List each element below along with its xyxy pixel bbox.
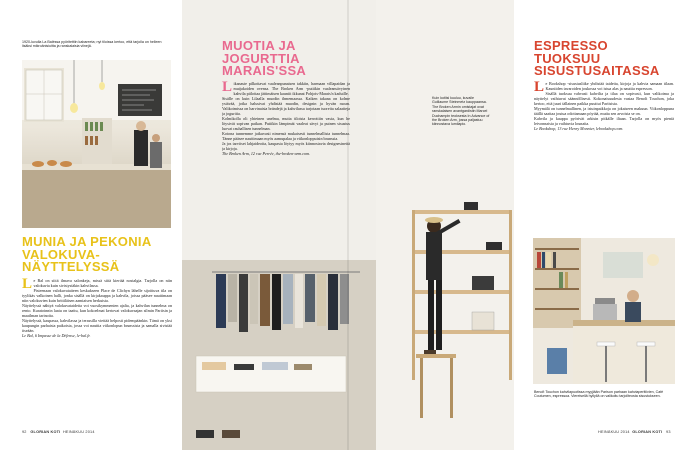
bookshop-cafe-photo — [533, 238, 675, 384]
section1-paragraph-3: Näyttelyssä nähtyä valokuvataidetta voi vuosikymmenien ajalta, ja kahvilan tunnelma on rento. Kuratoinnin laatu on taattu, kun kokoelmat kertovat valokuvaajan silmin Pariisin ja maailman tarinoita. — [22, 303, 172, 318]
section3-body — [534, 81, 674, 231]
bookshop-illustration — [533, 238, 675, 384]
drop-cap-l-2: L — [222, 81, 233, 95]
footer-right-brand: GLORIAN KOTI — [632, 430, 663, 434]
footer-right — [598, 430, 671, 434]
section1-paragraph-1: e Bal on siitä ilmava salonkeja, missä siitä kiertää nostalgia. Tarjolla on niin valokuvia kuin sivistystäkin kahvilassa. — [33, 278, 172, 288]
section2-body — [222, 81, 350, 256]
footer-left — [22, 430, 95, 434]
section3-paragraph-2: Sisällä tuoksuu vahvasti kahvilta ja tilaa on sopivasti, kun valikoima ja näyttelyt vaihtuvat säännöllisesti. Kokonaisuudesta vastaa Benoît Touchon, joka kertoo, että juuri tällainen paikka puuttui Pariisista. — [534, 91, 674, 106]
shelves-man-photo — [376, 0, 514, 450]
section2-paragraph-4: Kotona tunnemme jatkuvasti nimensä mukaisesti tunnelmallista tunnelmaa. Tänne pääsee nauttimaan myös aamupalaa ja viikonloppuisin brunssia. — [222, 131, 350, 141]
cafe-interior-photo — [22, 60, 171, 228]
footer-left-brand: GLORIAN KOTI — [30, 430, 61, 434]
section3-paragraph-1: e Bookshop -sisustusliike yhdistää taidetta, kirjoja ja kahvia samaan tilaan. Kauniiden tavaroiden joukossa voi istua alas ja nauttia espresson. — [545, 81, 674, 91]
center-photo-caption: Kuin kotiisi kuuluu, kuvaile Guillaume Steinmetz kauppaansa. The Broken Armin omistajat ovat ranskalaisen avantgardistin Marcel Duchampin teoksesta In Advance of the Broken Arm, jossa paljastuu kiinnostava lumilapio. — [432, 96, 490, 127]
footer-left-page: 92 — [22, 430, 27, 434]
footer-right-issue: HEINÄKUU 2014 — [598, 430, 630, 434]
section3-paragraph-3: Myymälä on tunnelmallinen, ja istuinpaikkoja on jokaiseen makuun. Viikonloppuna täällä saattaa joutua odottamaan pöytää, mutta sen arvoista se on. — [534, 106, 674, 116]
drop-cap-l: L — [22, 278, 33, 292]
section2-paragraph-1: ikanaste pilkottavat vaaleanpunaisen takkiin, harmaan villapaidan ja muijakoiden ovensa. The Broken Arm -putiikin vaaleansävyinen kahvila piilottaa jättimäisen kauniit ikkunat Pohjois-Marais'n kaduille. — [233, 81, 350, 96]
footer-right-page: 93 — [666, 430, 671, 434]
section3-paragraph-4: Kahvila ja kauppa pyörivät arkisin pitkälle iltaan. Tarjolla on myös pieniä leivonnaisia ja vaihtuvia lounaita. — [534, 116, 674, 126]
section1-body — [22, 278, 172, 418]
section1-credit: Le Bal, 6 Impasse de la Défense, le-bal.fr. — [22, 333, 91, 338]
cafe-illustration — [22, 60, 171, 228]
section2-credit: The Broken Arm, 12 rue Perrée, the-broken-arm.com. — [222, 151, 311, 156]
drop-cap-l-3: L — [534, 81, 545, 95]
right-photo-caption: Benoît Touchon kahvilapuotissa myyjiään Parison parhaan kahviaperitiivien, Café Coutumen, espressoa. Viereisellä hyllyllä on valikoitu tarjoilteosta sisustukseen. — [534, 390, 664, 399]
heading-muotia-ja-jogurttia: MUOTIA JA JOGURTTIA MARAIS'SSA — [222, 38, 307, 78]
section1-paragraph-2: Pisteenaan valokuvataiteen keskukseen Place de Clichyn lähelle sijoittuva tila on tyylikäs valkoinen halli, jonka sisällä on kirjakauppa ja kahvila, joissa pääsee nauttimaan niin valokuvien kuin brittiläisen aamiaisen herkuista. — [22, 288, 172, 303]
section2-paragraph-3: Kolmikolla oli yhteinen unelma, mutta tiloista kerrottiin vasta, kun he löysivät sopivan paikan. Putiikin lämpimät vaaleat sävyt ja puinen sisustus luovat rauhallisen tunnelman. — [222, 116, 350, 131]
section2-paragraph-5: Ja jos tarvitset lahjaideoita, kaupasta löytyy myös kiinnostavia designesineitä ja kirjoja. — [222, 141, 350, 151]
section1-paragraph-4: Näyttelyssä, kaupassa, kahvilassa ja terassilla viettää helposti pidempäänkin. Tämä on yksi kaupungin parhaista paikoista, jossa voi nauttia viikonlopun brunssista ja samalla sivistää itseään. — [22, 318, 172, 333]
top-left-caption: 1920-luvulla La Baléssa pyöritettiin kabareeta; nyt tiloissa kertoo, että tarjolla on helleen lisäksi mikroänisiuitta ja ranskalaisia viinejä. — [22, 40, 162, 49]
heading-munia-ja-pekonia: MUNIA JA PEKONIA VALOKUVA-NÄYTTELYSSÄ — [22, 234, 152, 274]
shelves-illustration — [376, 0, 514, 450]
section2-paragraph-2: Sisälle on kuin Lilaalla muodin ihmemaassa. Kaiken takana on kolme ystävää, jotka halusivat yhdistää muodin, designin ja hyvän ruoan. Valikoimissa on harvinaisia brändejä ja kahvilassa tarjotaan tuoreita salaatteja ja jogurttia. — [222, 96, 350, 116]
footer-left-issue: HEINÄKUU 2014 — [62, 430, 95, 434]
section3-credit: Le Bookshop, 13 rue Henry Monnier, lebookshop.com. — [534, 126, 624, 131]
heading-espresso-tuoksuu: ESPRESSO TUOKSUU SISUSTUSAITASSA — [534, 38, 660, 78]
